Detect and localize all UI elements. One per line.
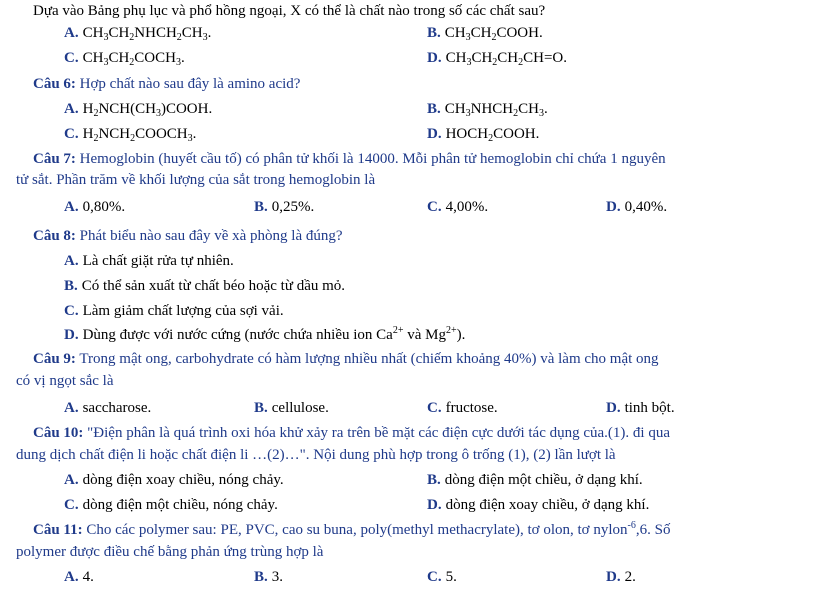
question-text: Phát biểu nào sau đây về xà phòng là đúng? — [79, 228, 343, 244]
option-text: 0,80%. — [82, 199, 126, 215]
option-label: C. — [427, 199, 442, 215]
formula-part: NCH(CH — [98, 101, 156, 117]
option-text: 3. — [271, 569, 284, 585]
option-label: D. — [606, 569, 621, 585]
question-text: "Điện phân là quá trình oxi hóa khử xảy ra trên bề mặt các điện cực dưới tác dụng của.(1). đi qua — [87, 425, 670, 441]
q10-option-d — [427, 497, 649, 515]
question-number: Câu 7: — [33, 151, 76, 167]
q9-option-a — [64, 400, 151, 418]
option-label: C. — [427, 400, 442, 416]
question-7-stem — [33, 151, 666, 169]
formula-part: COCH — [134, 50, 176, 66]
q6-option-c — [64, 126, 196, 144]
formula-part: CH — [444, 25, 466, 41]
option-text: dòng điện một chiều, ở dạng khí. — [444, 472, 643, 488]
q8-option-d — [64, 327, 465, 345]
q7-option-b — [254, 199, 314, 217]
q9-option-c — [427, 400, 498, 418]
formula-part: CH — [108, 50, 130, 66]
formula-part: CH — [82, 50, 104, 66]
question-8-stem — [33, 228, 343, 246]
q5-option-c — [64, 50, 185, 68]
formula-part: )COOH. — [160, 101, 213, 117]
formula-subscript: 2 — [488, 133, 494, 144]
formula-subscript: 3 — [187, 133, 193, 144]
option-label: B. — [254, 569, 268, 585]
q11-option-b — [254, 569, 283, 587]
formula-part: COOCH — [135, 126, 188, 142]
question-10-stem — [33, 425, 670, 443]
q7-option-a — [64, 199, 125, 217]
option-text: 0,40%. — [624, 199, 668, 215]
q7-option-c — [427, 199, 488, 217]
formula-part: . — [207, 25, 212, 41]
option-label: C. — [64, 126, 79, 142]
question-text: ,6. Số — [635, 522, 671, 538]
option-text: tinh bột. — [624, 400, 675, 416]
formula-subscript: 2 — [129, 32, 135, 43]
option-label: C. — [427, 569, 442, 585]
q9-option-b — [254, 400, 329, 418]
option-text: 5. — [445, 569, 457, 585]
q6-option-a — [64, 101, 212, 119]
formula-part: CH=O. — [523, 50, 568, 66]
question-5-text: Dựa vào Bảng phụ lục và phổ hồng ngoại, X có thể là chất nào trong số các chất sau? — [33, 3, 546, 19]
option-text: 4,00%. — [445, 199, 489, 215]
question-6-stem — [33, 76, 300, 94]
option-text: 0,25%. — [271, 199, 315, 215]
question-11-stem-cont — [16, 544, 323, 562]
option-label: D. — [427, 50, 442, 66]
q11-option-c — [427, 569, 457, 587]
option-label: A. — [64, 253, 79, 269]
question-text: dung dịch chất điện li hoặc chất điện li …(2)…". Nội dung phù hợp trong ô trống (1), (2) lần lượt là — [16, 447, 616, 463]
formula-subscript: 3 — [538, 108, 544, 119]
option-label: C. — [64, 50, 79, 66]
formula-part: NCH — [98, 126, 131, 142]
formula-subscript: 3 — [465, 32, 471, 43]
q11-option-a — [64, 569, 94, 587]
option-label: A. — [64, 472, 79, 488]
question-text: tử sắt. Phần trăm về khối lượng của sắt trong hemoglobin là — [16, 172, 376, 188]
formula-part: CH — [470, 25, 492, 41]
formula-subscript: 2 — [93, 108, 99, 119]
q5-option-d — [427, 50, 567, 68]
formula-part: CH — [444, 101, 466, 117]
option-text: 2. — [624, 569, 636, 585]
option-label: D. — [427, 497, 442, 513]
q11-option-d — [606, 569, 636, 587]
question-text: có vị ngọt sắc là — [16, 373, 114, 389]
question-text: Cho các polymer sau: PE, PVC, cao su buna, poly(methyl methacrylate), tơ olon, tơ nylon — [86, 522, 628, 538]
option-text: fructose. — [445, 400, 498, 416]
formula-subscript: 2 — [129, 57, 135, 68]
question-number: Câu 9: — [33, 351, 76, 367]
formula-part: CH — [181, 25, 203, 41]
option-label: A. — [64, 101, 79, 117]
formula-part: H — [82, 101, 94, 117]
q8-option-c — [64, 303, 284, 321]
option-text: Có thể sản xuất từ chất béo hoặc từ dầu mỏ. — [81, 278, 346, 294]
formula-part: CH — [82, 25, 104, 41]
option-text: ). — [456, 327, 466, 343]
q8-option-b — [64, 278, 345, 296]
option-label: B. — [427, 472, 441, 488]
option-label: A. — [64, 569, 79, 585]
option-label: B. — [254, 199, 268, 215]
option-text: và Mg — [403, 327, 446, 343]
q5-option-a — [64, 25, 211, 43]
formula-subscript: 2 — [518, 57, 524, 68]
formula-part: COOH. — [496, 25, 543, 41]
formula-subscript: 3 — [155, 108, 161, 119]
q10-option-a — [64, 472, 284, 490]
question-10-stem-cont — [16, 447, 616, 465]
q5-option-b — [427, 25, 543, 43]
question-text: polymer được điều chế bằng phản ứng trùng hợp là — [16, 544, 324, 560]
charge-superscript: 2+ — [392, 325, 404, 336]
formula-part: . — [180, 50, 185, 66]
question-9-stem — [33, 351, 659, 369]
formula-subscript: 2 — [491, 32, 497, 43]
formula-subscript: 3 — [103, 57, 109, 68]
option-label: D. — [606, 199, 621, 215]
formula-subscript: 2 — [93, 133, 99, 144]
option-label: D. — [606, 400, 621, 416]
question-number: Câu 6: — [33, 76, 76, 92]
option-text: Là chất giặt rửa tự nhiên. — [82, 253, 234, 269]
question-number: Câu 10: — [33, 425, 84, 441]
option-label: D. — [427, 126, 442, 142]
option-text: saccharose. — [82, 400, 152, 416]
formula-subscript: 2 — [176, 32, 182, 43]
option-text: cellulose. — [271, 400, 329, 416]
formula-part: CH — [445, 50, 467, 66]
option-text: 4. — [82, 569, 94, 585]
formula-part: NHCH — [470, 101, 514, 117]
q10-option-c — [64, 497, 278, 515]
formula-subscript: 3 — [466, 57, 472, 68]
formula-part: COOH. — [493, 126, 540, 142]
question-11-stem — [33, 522, 670, 540]
question-text: Hợp chất nào sau đây là amino acid? — [79, 76, 301, 92]
option-label: B. — [427, 25, 441, 41]
formula-part: HOCH — [445, 126, 489, 142]
question-text: Trong mật ong, carbohydrate có hàm lượng nhiều nhất (chiếm khoảng 40%) và làm cho mật ong — [79, 351, 659, 367]
formula-subscript: 3 — [103, 32, 109, 43]
option-text: Dùng được với nước cứng (nước chứa nhiều ion Ca — [82, 327, 393, 343]
q7-option-d — [606, 199, 667, 217]
formula-subscript: 2 — [492, 57, 498, 68]
formula-subscript: 3 — [465, 108, 471, 119]
formula-part: CH — [108, 25, 130, 41]
formula-part: NHCH — [134, 25, 177, 41]
charge-superscript: 2+ — [445, 325, 457, 336]
q9-option-d — [606, 400, 675, 418]
option-text: Làm giảm chất lượng của sợi vải. — [82, 303, 284, 319]
question-9-stem-cont — [16, 373, 113, 391]
question-5-stem — [33, 3, 545, 21]
q8-option-a — [64, 253, 234, 271]
formula-part: CH — [518, 101, 539, 117]
formula-subscript: 2 — [513, 108, 519, 119]
formula-part: . — [192, 126, 197, 142]
question-number: Câu 11: — [33, 522, 83, 538]
option-label: B. — [254, 400, 268, 416]
option-label: D. — [64, 327, 79, 343]
option-label: B. — [64, 278, 78, 294]
formula-part: CH — [471, 50, 493, 66]
option-text: dòng điện xoay chiều, nóng chảy. — [82, 472, 284, 488]
q10-option-b — [427, 472, 643, 490]
option-text: dòng điện một chiều, nóng chảy. — [82, 497, 278, 513]
option-label: A. — [64, 25, 79, 41]
question-7-stem-cont — [16, 172, 375, 190]
question-text: Hemoglobin (huyết cầu tố) có phân tử khối là 14000. Mỗi phân tử hemoglobin chỉ chứa 1 nguyên — [79, 151, 666, 167]
formula-subscript: 3 — [175, 57, 181, 68]
formula-part: H — [82, 126, 94, 142]
q6-option-b — [427, 101, 548, 119]
option-label: A. — [64, 400, 79, 416]
option-label: C. — [64, 497, 79, 513]
formula-part: . — [543, 101, 548, 117]
option-text: dòng điện xoay chiều, ở dạng khí. — [445, 497, 650, 513]
question-number: Câu 8: — [33, 228, 76, 244]
formula-subscript: 2 — [130, 133, 136, 144]
formula-part: CH — [497, 50, 519, 66]
option-label: A. — [64, 199, 79, 215]
option-label: B. — [427, 101, 441, 117]
formula-subscript: 3 — [202, 32, 208, 43]
q6-option-d — [427, 126, 539, 144]
option-label: C. — [64, 303, 79, 319]
superscript: -6 — [627, 520, 636, 531]
